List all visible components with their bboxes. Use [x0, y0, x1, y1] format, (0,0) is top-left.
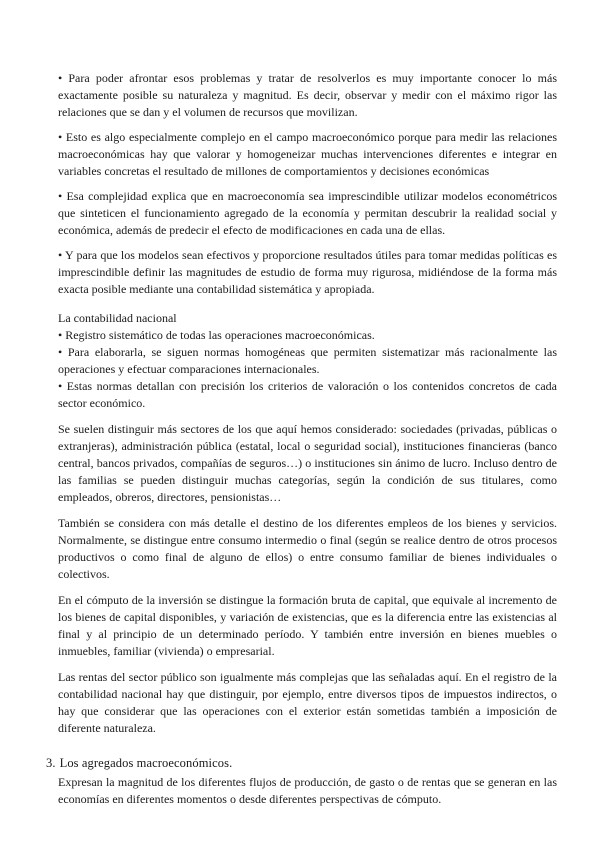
intro-paragraph: • Y para que los modelos sean efectivos y proporcione resultados útiles para tomar medidas políticas es imprescindible definir las magnitudes de estudio de forma muy rigurosa, midiéndose de la forma más exacta posible mediante una contabilidad sistemática y apropiada.	[58, 248, 557, 296]
section-body: Expresan la magnitud de los diferentes flujos de producción, de gasto o de rentas que se generan en las economías en diferentes momentos o desde diferentes perspectivas de cómputo.	[58, 775, 557, 806]
intro-paragraph: • Esto es algo especialmente complejo en el campo macroeconómico porque para medir las relaciones macroeconómicas hay que valorar y homogeneizar muchas intervenciones diferentes e integrar en variables concretas el resultado de millones de comportamientos y decisiones económicas	[58, 130, 557, 178]
detail-paragraph-empleos: También se considera con más detalle el destino de los diferentes empleos de los bienes y servicios. Normalmente, se distingue entre consumo intermedio o final (según se realice dentro de otros procesos productivos o como final de alguno de ellos) o entre consumo familiar de bienes individuales o colectivos.	[58, 516, 557, 581]
section-heading	[46, 755, 557, 772]
contabilidad-title: La contabilidad nacional	[58, 311, 177, 325]
section-number: 3.	[46, 756, 56, 770]
intro-paragraph: • Esa complejidad explica que en macroeconomía sea imprescindible utilizar modelos econométricos que sinteticen el funcionamiento agregado de la economía y permitan descubrir la realidad social y económica, además de predecir el efecto de modificaciones en cada una de ellas.	[58, 189, 557, 237]
page-content	[46, 70, 557, 817]
contabilidad-item: • Registro sistemático de todas las operaciones macroeconómicas.	[58, 328, 375, 342]
detail-paragraph-inversion: En el cómputo de la inversión se distingue la formación bruta de capital, que equivale al incremento de los bienes de capital disponibles, y variación de existencias, que es la diferencia entre las existencias al final y al principio de un determinado período. Y también entre inversión en bienes muebles o inmuebles, familiar (vivienda) o empresarial.	[58, 593, 557, 658]
contabilidad-nacional-block	[58, 310, 557, 412]
contabilidad-item: • Para elaborarla, se siguen normas homogéneas que permiten sistematizar más racionalmente las operaciones y efectuar comparaciones internacionales.	[58, 345, 557, 376]
section-title: Los agregados macroeconómicos.	[59, 756, 233, 770]
detail-paragraph-sectores: Se suelen distinguir más sectores de los que aquí hemos considerado: sociedades (privadas, públicas o extranjeras), administración pública (estatal, local o seguridad social), instituciones financieras (banco central, bancos privados, compañías de seguros…) o instituciones sin ánimo de lucro. Incluso dentro de las familias se pueden distinguir muchas categorías, según la condición de sus titulares, como empleados, obreros, directores, pensionistas…	[58, 422, 557, 504]
detail-paragraph-rentas: Las rentas del sector público son igualmente más complejas que las señaladas aquí. En el registro de la contabilidad nacional hay que distinguir, por ejemplo, entre diversos tipos de impuestos indirectos, o hay que considerar que las operaciones con el exterior están sometidas también a imposición de diferente naturaleza.	[58, 670, 557, 735]
contabilidad-item: • Estas normas detallan con precisión los criterios de valoración o los contenidos concretos de cada sector económico.	[58, 379, 557, 410]
intro-paragraph: • Para poder afrontar esos problemas y tratar de resolverlos es muy importante conocer lo más exactamente posible su naturaleza y magnitud. Es decir, observar y medir con el máximo rigor las relaciones que se dan y el volumen de recursos que movilizan.	[58, 71, 557, 119]
